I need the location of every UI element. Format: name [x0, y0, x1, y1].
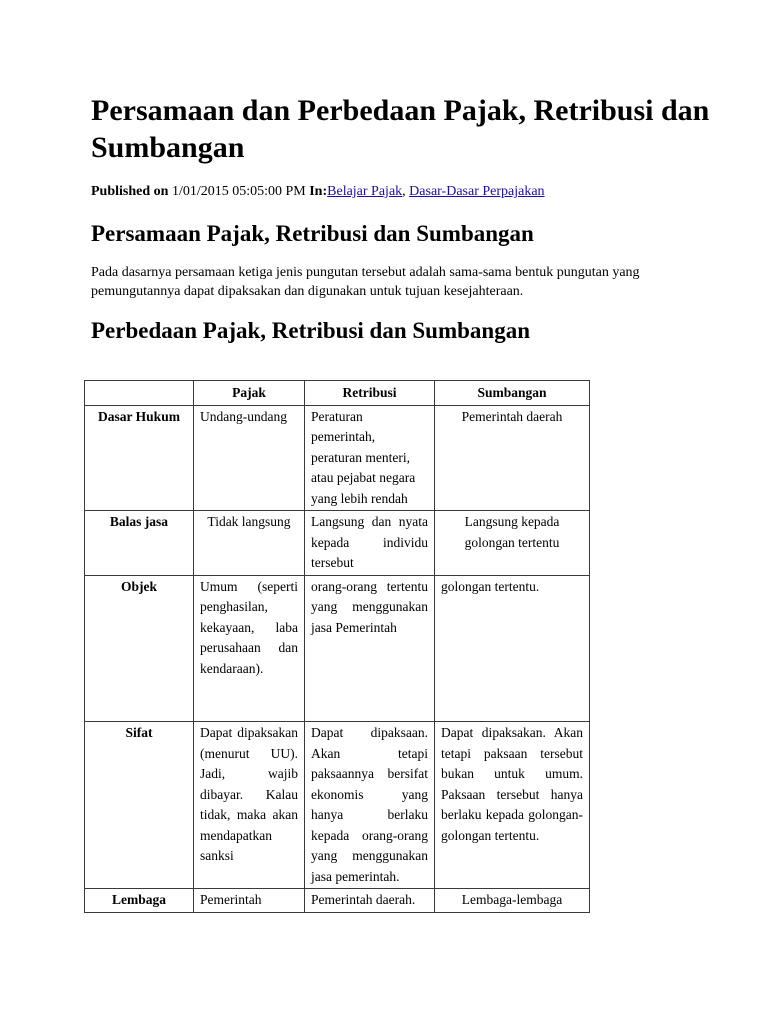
- published-label: Published on: [91, 184, 169, 199]
- table-cell: Undang-undang: [194, 405, 305, 511]
- header-cell-empty: [85, 381, 194, 406]
- table-cell: Pemerintah: [194, 889, 305, 913]
- row-header-lembaga: Lembaga: [85, 889, 194, 913]
- table-cell: Pemerintah daerah: [435, 405, 590, 511]
- published-date: 1/01/2015 05:05:00 PM: [171, 184, 306, 199]
- table-cell: Peraturan pemerintah, peraturan menteri, atau pejabat negara yang lebih rendah: [305, 405, 435, 511]
- category-link-belajar-pajak[interactable]: Belajar Pajak: [327, 184, 403, 199]
- table-row: [85, 575, 590, 722]
- row-header-balas-jasa: Balas jasa: [85, 511, 194, 576]
- table-row: [85, 405, 590, 511]
- table-cell: Lembaga-lembaga: [435, 889, 590, 913]
- table-cell: Langsung dan nyata kepada individu tersebut: [305, 511, 435, 576]
- section-heading-persamaan: Persamaan Pajak, Retribusi dan Sumbangan: [91, 221, 534, 246]
- row-header-sifat: Sifat: [85, 722, 194, 889]
- table-row: [85, 722, 590, 889]
- post-meta: [91, 183, 545, 201]
- section-heading-perbedaan: Perbedaan Pajak, Retribusi dan Sumbangan: [91, 318, 530, 343]
- row-header-dasar-hukum: Dasar Hukum: [85, 405, 194, 511]
- category-separator: ,: [402, 184, 406, 199]
- category-label: In:: [309, 184, 328, 199]
- header-cell-sumbangan: Sumbangan: [435, 381, 590, 406]
- table-row: [85, 511, 590, 576]
- table-cell: Dapat dipaksakan. Akan tetapi paksaan tersebut bukan untuk umum. Paksaan tersebut hanya berlaku kepada golongan-golongan tertentu.: [435, 722, 590, 889]
- table-cell: Umum (seperti penghasilan, kekayaan, laba perusahaan dan kendaraan).: [194, 575, 305, 722]
- table-row: [85, 889, 590, 913]
- row-header-objek: Objek: [85, 575, 194, 722]
- table-cell: orang-orang tertentu yang menggunakan jasa Pemerintah: [305, 575, 435, 722]
- page-title: Persamaan dan Perbedaan Pajak, Retribusi dan Sumbangan: [91, 94, 710, 164]
- table-cell: Dapat dipaksakan (menurut UU). Jadi, wajib dibayar. Kalau tidak, maka akan mendapatkan sanksi: [194, 722, 305, 889]
- table-cell: Dapat dipaksaan. Akan tetapi paksaannya bersifat ekonomis yang hanya berlaku kepada orang-orang yang menggunakan jasa pemerintah.: [305, 722, 435, 889]
- table-cell: golongan tertentu.: [435, 575, 590, 722]
- table-cell: Langsung kepada golongan tertentu: [435, 511, 590, 576]
- section-body-persamaan: Pada dasarnya persamaan ketiga jenis pungutan tersebut adalah sama-sama bentuk pungutan yang pemungutannya dapat dipaksakan dan digunakan untuk tujuan kesejahteraan.: [91, 265, 640, 299]
- header-cell-retribusi: Retribusi: [305, 381, 435, 406]
- category-link-dasar-dasar-perpajakan[interactable]: Dasar-Dasar Perpajakan: [409, 184, 545, 199]
- header-cell-pajak: Pajak: [194, 381, 305, 406]
- table-cell: Pemerintah daerah.: [305, 889, 435, 913]
- comparison-table: [84, 380, 590, 913]
- table-header-row: [85, 381, 590, 406]
- table-cell: Tidak langsung: [194, 511, 305, 576]
